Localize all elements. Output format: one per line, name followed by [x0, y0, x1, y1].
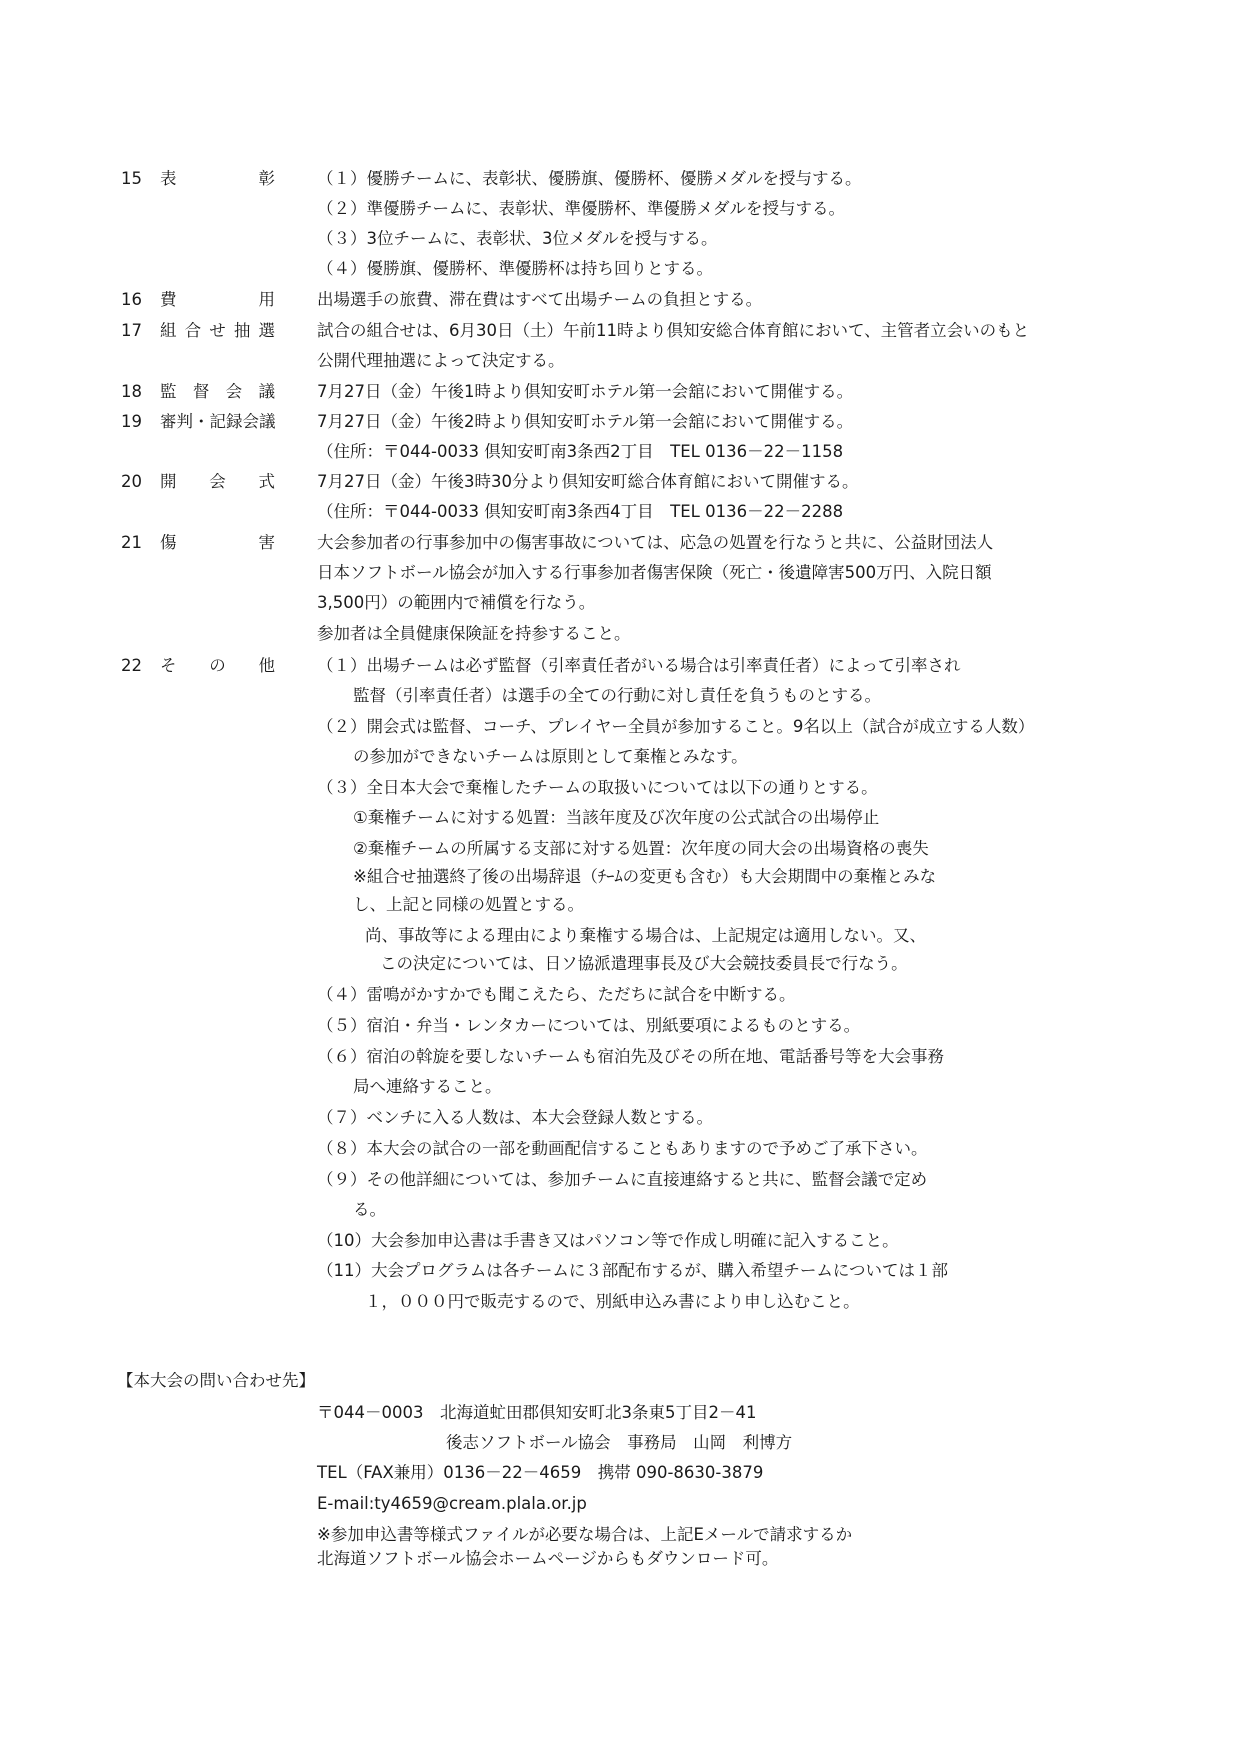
body-line: 7月27日（金）午後1時より倶知安町ホテル第一会舘において開催する。	[317, 382, 854, 401]
body-line: （１）優勝チームに、表彰状、優勝旗、優勝杯、優勝メダルを授与する。	[317, 169, 862, 188]
body-line: （７）ベンチに入る人数は、本大会登録人数とする。	[317, 1108, 713, 1127]
body-line: （10）大会参加申込書は手書き又はパソコン等で作成し明確に記入すること。	[317, 1231, 899, 1250]
section-number: 22	[121, 656, 142, 675]
body-line: 公開代理抽選によって決定する。	[317, 351, 565, 370]
body-line: の参加ができないチームは原則として棄権とみなす。	[353, 747, 748, 766]
body-line: ※組合せ抽選終了後の出場辞退（ﾁｰﾑの変更も含む）も大会期間中の棄権とみな	[353, 867, 937, 886]
section-label: 費用	[160, 290, 275, 309]
section-label: 組合せ抽選	[160, 321, 275, 340]
body-line: 3,500円）の範囲内で補償を行なう。	[317, 593, 596, 612]
contact-email[interactable]: E-mail:ty4659@cream.plala.or.jp	[317, 1494, 587, 1513]
body-line: （11）大会プログラムは各チームに３部配布するが、購入希望チームについては１部	[317, 1261, 949, 1280]
section-number: 17	[121, 321, 142, 340]
body-line: 局へ連絡すること。	[353, 1077, 502, 1096]
body-line: し、上記と同様の処置とする。	[353, 895, 584, 914]
section-label: 開会式	[160, 472, 275, 491]
body-line: 監督（引率責任者）は選手の全ての行動に対し責任を負うものとする。	[353, 686, 881, 705]
body-line: （８）本大会の試合の一部を動画配信することもありますので予めご了承下さい。	[317, 1139, 928, 1158]
section-label: 審判・記録会議	[160, 412, 276, 431]
section-number: 21	[121, 533, 142, 552]
section-number: 18	[121, 382, 142, 401]
contact-address: 〒044－0003 北海道虻田郡倶知安町北3条東5丁目2－41	[317, 1403, 757, 1422]
body-line: る。	[353, 1200, 386, 1219]
body-line: 試合の組合せは、6月30日（土）午前11時より倶知安総合体育館において、主管者立会いのもと	[317, 321, 1030, 340]
section-number: 15	[121, 169, 142, 188]
body-line: 7月27日（金）午後2時より倶知安町ホテル第一会舘において開催する。	[317, 412, 854, 431]
body-line: 出場選手の旅費、滞在費はすべて出場チームの負担とする。	[317, 290, 763, 309]
body-line: 日本ソフトボール協会が加入する行事参加者傷害保険（死亡・後遺障害500万円、入院日額	[317, 563, 992, 582]
body-line: ②棄権チームの所属する支部に対する処置：次年度の同大会の出場資格の喪失	[353, 839, 929, 858]
section-label: 監督会議	[160, 382, 275, 401]
contact-tel: TEL（FAX兼用）0136－22－4659 携帯 090-8630-3879	[317, 1463, 764, 1482]
body-line: 7月27日（金）午後3時30分より倶知安町総合体育館において開催する。	[317, 472, 859, 491]
section-label: その他	[160, 656, 275, 675]
section-number: 20	[121, 472, 142, 491]
body-line: （住所：〒044-0033 倶知安町南3条西4丁目 TEL 0136－22－2288	[317, 502, 844, 521]
body-line: （３）全日本大会で棄権したチームの取扱いについては以下の通りとする。	[317, 778, 878, 797]
body-line: （６）宿泊の斡旋を要しないチームも宿泊先及びその所在地、電話番号等を大会事務	[317, 1047, 944, 1066]
body-line: （１）出場チームは必ず監督（引率責任者がいる場合は引率責任者）によって引率され	[317, 656, 961, 675]
body-line: （４）雷鳴がかすかでも聞こえたら、ただちに試合を中断する。	[317, 985, 796, 1004]
contact-office: 後志ソフトボール協会 事務局 山岡 利博方	[446, 1433, 793, 1452]
body-line: （４）優勝旗、優勝杯、準優勝杯は持ち回りとする。	[317, 259, 713, 278]
section-number: 16	[121, 290, 142, 309]
contact-note: 北海道ソフトボール協会ホームページからもダウンロード可。	[317, 1549, 779, 1568]
body-line: （５）宿泊・弁当・レンタカーについては、別紙要項によるものとする。	[317, 1016, 861, 1035]
section-label: 傷害	[160, 533, 275, 552]
contact-heading: 【本大会の問い合わせ先】	[117, 1371, 315, 1390]
body-line: ①棄権チームに対する処置：当該年度及び次年度の公式試合の出場停止	[353, 808, 880, 827]
body-line: （３）3位チームに、表彰状、3位メダルを授与する。	[317, 229, 718, 248]
body-line: 尚、事故等による理由により棄権する場合は、上記規定は適用しない。又、	[365, 926, 926, 945]
body-line: 大会参加者の行事参加中の傷害事故については、応急の処置を行なうと共に、公益財団法人	[317, 533, 994, 552]
body-line: １，０００円で販売するので、別紙申込み書により申し込むこと。	[365, 1292, 860, 1311]
body-line: この決定については、日ソ協派遣理事長及び大会競技委員長で行なう。	[380, 954, 908, 973]
section-number: 19	[121, 412, 142, 431]
body-line: 参加者は全員健康保険証を持参すること。	[317, 624, 631, 643]
body-line: （住所：〒044-0033 倶知安町南3条西2丁目 TEL 0136－22－1158	[317, 442, 844, 461]
body-line: （２）開会式は監督、コーチ、プレイヤー全員が参加すること。9名以上（試合が成立する人数）	[317, 717, 1035, 736]
body-line: （９）その他詳細については、参加チームに直接連絡すると共に、監督会議で定め	[317, 1170, 928, 1189]
body-line: （２）準優勝チームに、表彰状、準優勝杯、準優勝メダルを授与する。	[317, 199, 845, 218]
section-label: 表彰	[160, 169, 275, 188]
contact-note: ※参加申込書等様式ファイルが必要な場合は、上記Eメールで請求するか	[317, 1525, 853, 1544]
